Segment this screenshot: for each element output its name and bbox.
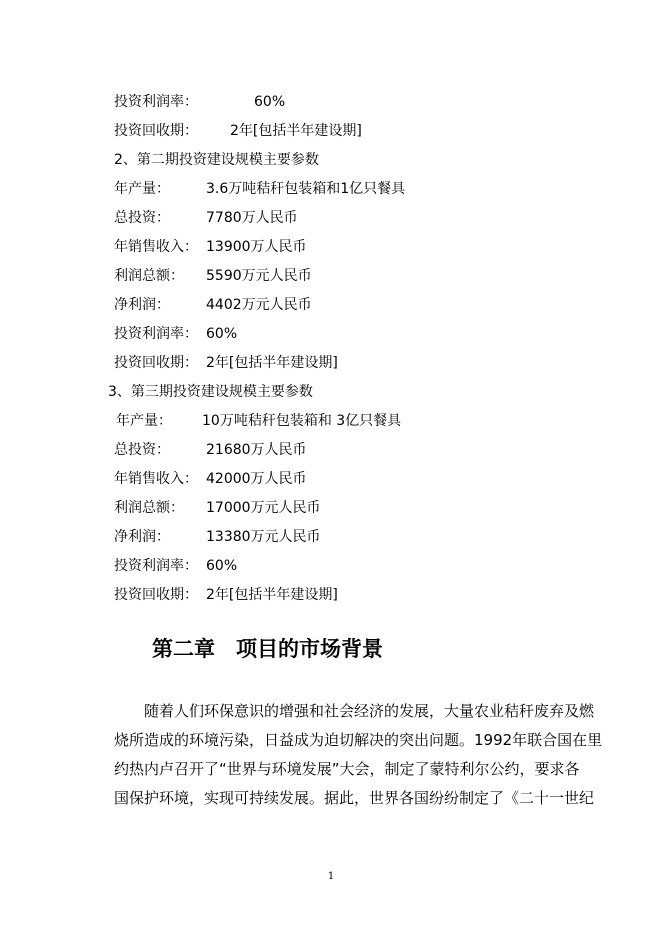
phase2-title: 2、第二期投资建设规模主要参数 [114,152,319,168]
phase3-row-value: 10万吨秸秆包装箱和 3亿只餐具 [202,413,402,429]
phase2-row-label: 投资回收期： [114,355,198,371]
phase3-row-label: 年销售收入： [114,471,198,487]
chapter-paragraph-line: 约热内卢召开了“世界与环境发展”大会，制定了蒙特利尔公约，要求各 [114,760,580,778]
phase2-row-label: 年产量： [114,181,170,197]
chapter-paragraph-line: 国保护环境，实现可持续发展。据此，世界各国纷纷制定了《二十一世纪 [114,789,595,807]
phase2-row-value: 7780万人民币 [206,210,298,226]
phase3-row-value: 21680万人民币 [206,442,307,458]
phase2-row-value: 3.6万吨秸秆包装箱和1亿只餐具 [206,181,406,197]
phase3-row-value: 42000万人民币 [206,471,307,487]
phase3-row-label: 投资利润率： [114,558,198,574]
phase3-row-value: 60% [206,558,238,574]
phase1-payback-label: 投资回收期： [114,123,198,139]
phase3-row-label: 净利润： [114,529,170,545]
chapter-paragraph-line: 随着人们环保意识的增强和社会经济的发展，大量农业秸秆废弃及燃 [144,702,595,720]
phase2-row-value: 5590万元人民币 [206,268,312,284]
chapter-paragraph-line: 烧所造成的环境污染，日益成为迫切解决的突出问题。1992年联合国在里 [114,731,603,749]
phase2-row-value: 60% [206,326,238,342]
phase2-row-label: 净利润： [114,297,170,313]
phase2-row-value: 4402万元人民币 [206,297,312,313]
phase3-row-value: 17000万元人民币 [206,500,321,516]
phase1-payback-value: 2年[包括半年建设期] [230,123,362,139]
chapter-title: 第二章 项目的市场背景 [152,636,383,661]
phase2-row-label: 利润总额： [114,268,184,284]
phase3-row-value: 13380万元人民币 [206,529,321,545]
phase3-title: 3、第三期投资建设规模主要参数 [108,384,313,400]
phase2-row-value: 2年[包括半年建设期] [206,355,338,371]
phase1-roi-value: 60% [254,94,286,110]
phase3-row-label: 总投资： [114,442,170,458]
phase1-roi-label: 投资利润率： [114,94,198,110]
phase3-row-label: 利润总额： [114,500,184,516]
phase2-row-label: 总投资： [114,210,170,226]
phase3-row-label: 投资回收期： [114,587,198,603]
page-number: 1 [327,871,335,882]
phase3-row-value: 2年[包括半年建设期] [206,587,338,603]
phase3-row-label: 年产量： [116,413,172,429]
phase2-row-label: 年销售收入： [114,239,198,255]
phase2-row-value: 13900万人民币 [206,239,307,255]
phase2-row-label: 投资利润率： [114,326,198,342]
